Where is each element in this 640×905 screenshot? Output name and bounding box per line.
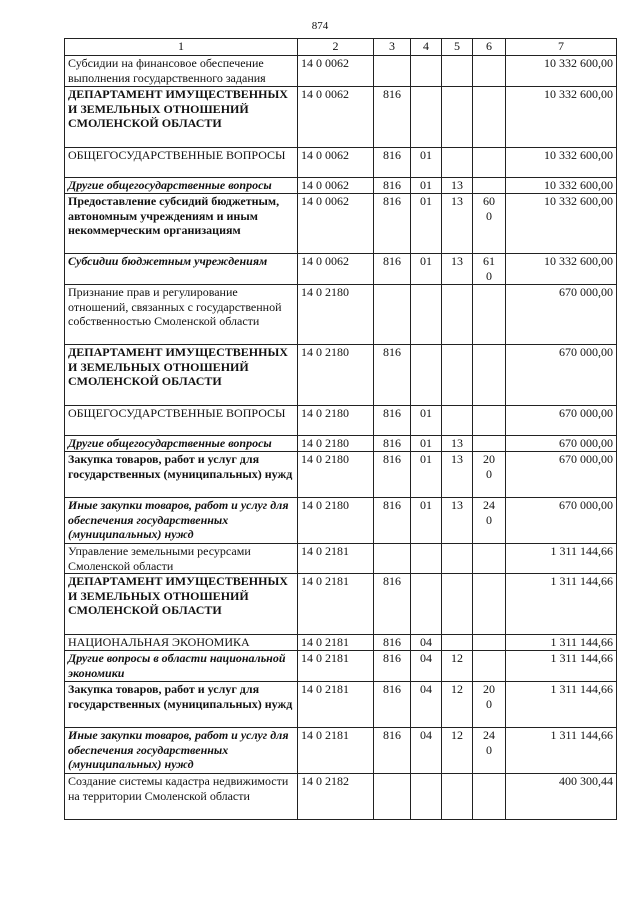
row-vr xyxy=(473,574,506,635)
table-row xyxy=(65,574,617,635)
row-rz xyxy=(411,56,442,87)
row-code: 14 0 0062 xyxy=(298,178,374,194)
row-ved: 816 xyxy=(374,194,411,254)
row-vr-part: 0 xyxy=(486,268,492,283)
row-vr-part: 0 xyxy=(486,696,492,711)
header-cell-5: 5 xyxy=(442,39,473,56)
row-rz: 04 xyxy=(411,682,442,728)
row-name: Иные закупки товаров, работ и услуг для обеспечения государственных (муниципальных) нужд xyxy=(65,728,298,774)
header-cell-1: 1 xyxy=(65,39,298,56)
row-pr: 12 xyxy=(442,682,473,728)
row-code: 14 0 2180 xyxy=(298,285,374,345)
row-vr xyxy=(473,148,506,178)
row-rz: 01 xyxy=(411,148,442,178)
row-pr xyxy=(442,56,473,87)
row-vr xyxy=(473,635,506,651)
row-amount: 10 332 600,00 xyxy=(506,56,617,87)
row-code: 14 0 2180 xyxy=(298,436,374,452)
row-ved: 816 xyxy=(374,635,411,651)
row-vr xyxy=(473,406,506,436)
row-code: 14 0 2181 xyxy=(298,544,374,574)
row-vr xyxy=(473,498,506,544)
row-vr xyxy=(473,682,506,728)
row-amount: 670 000,00 xyxy=(506,436,617,452)
row-rz: 01 xyxy=(411,178,442,194)
row-amount: 400 300,44 xyxy=(506,774,617,820)
row-ved: 816 xyxy=(374,728,411,774)
row-amount: 670 000,00 xyxy=(506,406,617,436)
row-amount: 1 311 144,66 xyxy=(506,544,617,574)
row-pr xyxy=(442,148,473,178)
row-ved: 816 xyxy=(374,406,411,436)
row-pr: 13 xyxy=(442,194,473,254)
row-pr xyxy=(442,406,473,436)
row-vr xyxy=(473,194,506,254)
row-ved: 816 xyxy=(374,148,411,178)
row-pr xyxy=(442,285,473,345)
row-code: 14 0 2181 xyxy=(298,651,374,682)
row-vr-part: 24 xyxy=(483,498,495,512)
row-pr: 13 xyxy=(442,254,473,285)
row-rz: 01 xyxy=(411,406,442,436)
row-rz xyxy=(411,574,442,635)
row-name: Иные закупки товаров, работ и услуг для обеспечения государственных (муниципальных) нужд xyxy=(65,498,298,544)
row-code: 14 0 0062 xyxy=(298,87,374,148)
row-vr-part: 61 xyxy=(483,254,495,268)
header-cell-6: 6 xyxy=(473,39,506,56)
budget-table xyxy=(64,38,617,820)
row-code: 14 0 2182 xyxy=(298,774,374,820)
row-code: 14 0 2180 xyxy=(298,452,374,498)
row-ved: 816 xyxy=(374,682,411,728)
row-rz xyxy=(411,544,442,574)
header-cell-7: 7 xyxy=(506,39,617,56)
row-ved: 816 xyxy=(374,574,411,635)
row-ved: 816 xyxy=(374,254,411,285)
row-vr xyxy=(473,651,506,682)
page-number: 874 xyxy=(311,20,329,32)
row-vr xyxy=(473,345,506,406)
row-pr xyxy=(442,87,473,148)
table-row xyxy=(65,544,617,574)
row-amount: 10 332 600,00 xyxy=(506,148,617,178)
row-amount: 1 311 144,66 xyxy=(506,728,617,774)
row-amount: 670 000,00 xyxy=(506,285,617,345)
row-vr xyxy=(473,178,506,194)
table-row xyxy=(65,682,617,728)
row-ved: 816 xyxy=(374,452,411,498)
table-row xyxy=(65,436,617,452)
row-vr-part: 0 xyxy=(486,466,492,481)
row-rz: 01 xyxy=(411,436,442,452)
table-row xyxy=(65,254,617,285)
row-rz xyxy=(411,285,442,345)
table-row xyxy=(65,452,617,498)
row-name: Предоставление субсидий бюджетным, автономным учреждениям и иным некоммерческим организациям xyxy=(65,194,298,254)
row-pr xyxy=(442,635,473,651)
row-vr xyxy=(473,285,506,345)
row-pr: 12 xyxy=(442,728,473,774)
row-code: 14 0 2180 xyxy=(298,406,374,436)
row-code: 14 0 2181 xyxy=(298,728,374,774)
row-vr xyxy=(473,56,506,87)
row-code: 14 0 0062 xyxy=(298,148,374,178)
row-ved xyxy=(374,56,411,87)
table-row xyxy=(65,651,617,682)
row-pr: 13 xyxy=(442,452,473,498)
row-amount: 1 311 144,66 xyxy=(506,651,617,682)
header-cell-3: 3 xyxy=(374,39,411,56)
row-ved: 816 xyxy=(374,178,411,194)
row-rz: 04 xyxy=(411,635,442,651)
row-pr: 12 xyxy=(442,651,473,682)
row-ved xyxy=(374,285,411,345)
row-pr xyxy=(442,544,473,574)
table-row xyxy=(65,178,617,194)
header-cell-2: 2 xyxy=(298,39,374,56)
row-name: ДЕПАРТАМЕНТ ИМУЩЕСТВЕННЫХ И ЗЕМЕЛЬНЫХ ОТНОШЕНИЙ СМОЛЕНСКОЙ ОБЛАСТИ xyxy=(65,87,298,148)
row-name: Создание системы кадастра недвижимости на территории Смоленской области xyxy=(65,774,298,820)
row-name: Другие общегосударственные вопросы xyxy=(65,436,298,452)
row-vr-part: 0 xyxy=(486,512,492,527)
row-ved xyxy=(374,774,411,820)
table-row xyxy=(65,728,617,774)
row-rz: 04 xyxy=(411,651,442,682)
row-name: Закупка товаров, работ и услуг для государственных (муниципальных) нужд xyxy=(65,682,298,728)
row-name: ОБЩЕГОСУДАРСТВЕННЫЕ ВОПРОСЫ xyxy=(65,148,298,178)
row-amount: 10 332 600,00 xyxy=(506,178,617,194)
row-code: 14 0 0062 xyxy=(298,56,374,87)
table-row xyxy=(65,774,617,820)
row-name: ОБЩЕГОСУДАРСТВЕННЫЕ ВОПРОСЫ xyxy=(65,406,298,436)
row-vr xyxy=(473,452,506,498)
row-name: ДЕПАРТАМЕНТ ИМУЩЕСТВЕННЫХ И ЗЕМЕЛЬНЫХ ОТНОШЕНИЙ СМОЛЕНСКОЙ ОБЛАСТИ xyxy=(65,574,298,635)
row-amount: 10 332 600,00 xyxy=(506,87,617,148)
table-row xyxy=(65,406,617,436)
row-code: 14 0 2180 xyxy=(298,345,374,406)
row-name: Субсидии на финансовое обеспечение выполнения государственного задания xyxy=(65,56,298,87)
row-pr xyxy=(442,574,473,635)
table-row xyxy=(65,194,617,254)
row-name: Другие общегосударственные вопросы xyxy=(65,178,298,194)
table-row xyxy=(65,345,617,406)
row-vr xyxy=(473,436,506,452)
row-ved xyxy=(374,544,411,574)
row-rz xyxy=(411,774,442,820)
row-amount: 10 332 600,00 xyxy=(506,194,617,254)
table-row xyxy=(65,635,617,651)
row-vr-part: 60 xyxy=(483,194,495,208)
row-vr xyxy=(473,774,506,820)
row-code: 14 0 0062 xyxy=(298,254,374,285)
row-vr xyxy=(473,87,506,148)
row-vr-part: 0 xyxy=(486,742,492,757)
row-vr-part: 20 xyxy=(483,682,495,696)
row-rz: 01 xyxy=(411,254,442,285)
row-amount: 1 311 144,66 xyxy=(506,635,617,651)
row-amount: 1 311 144,66 xyxy=(506,682,617,728)
row-name: Управление земельными ресурсами Смоленской области xyxy=(65,544,298,574)
row-ved: 816 xyxy=(374,345,411,406)
row-vr-part: 24 xyxy=(483,728,495,742)
row-amount: 670 000,00 xyxy=(506,452,617,498)
row-amount: 670 000,00 xyxy=(506,345,617,406)
row-name: Другие вопросы в области национальной экономики xyxy=(65,651,298,682)
row-vr xyxy=(473,544,506,574)
row-pr: 13 xyxy=(442,178,473,194)
row-name: Субсидии бюджетным учреждениям xyxy=(65,254,298,285)
row-ved: 816 xyxy=(374,87,411,148)
row-rz: 01 xyxy=(411,452,442,498)
table-row xyxy=(65,498,617,544)
row-pr xyxy=(442,774,473,820)
row-name: ДЕПАРТАМЕНТ ИМУЩЕСТВЕННЫХ И ЗЕМЕЛЬНЫХ ОТНОШЕНИЙ СМОЛЕНСКОЙ ОБЛАСТИ xyxy=(65,345,298,406)
row-rz: 01 xyxy=(411,194,442,254)
row-code: 14 0 2181 xyxy=(298,574,374,635)
table-header-row xyxy=(65,39,617,56)
row-rz: 04 xyxy=(411,728,442,774)
row-pr xyxy=(442,345,473,406)
row-name: Признание прав и регулирование отношений, связанных с государственной собственностью Смоленской области xyxy=(65,285,298,345)
row-amount: 670 000,00 xyxy=(506,498,617,544)
row-amount: 10 332 600,00 xyxy=(506,254,617,285)
row-code: 14 0 2181 xyxy=(298,635,374,651)
row-vr-part: 0 xyxy=(486,208,492,223)
row-code: 14 0 2180 xyxy=(298,498,374,544)
row-amount: 1 311 144,66 xyxy=(506,574,617,635)
row-vr xyxy=(473,728,506,774)
row-vr xyxy=(473,254,506,285)
table-row xyxy=(65,56,617,87)
row-code: 14 0 0062 xyxy=(298,194,374,254)
row-pr: 13 xyxy=(442,498,473,544)
row-ved: 816 xyxy=(374,498,411,544)
table-row xyxy=(65,87,617,148)
row-rz xyxy=(411,345,442,406)
row-name: Закупка товаров, работ и услуг для государственных (муниципальных) нужд xyxy=(65,452,298,498)
row-vr-part: 20 xyxy=(483,452,495,466)
row-ved: 816 xyxy=(374,436,411,452)
row-name: НАЦИОНАЛЬНАЯ ЭКОНОМИКА xyxy=(65,635,298,651)
table-row xyxy=(65,285,617,345)
row-rz xyxy=(411,87,442,148)
header-cell-4: 4 xyxy=(411,39,442,56)
row-rz: 01 xyxy=(411,498,442,544)
row-pr: 13 xyxy=(442,436,473,452)
table-row xyxy=(65,148,617,178)
row-ved: 816 xyxy=(374,651,411,682)
row-code: 14 0 2181 xyxy=(298,682,374,728)
